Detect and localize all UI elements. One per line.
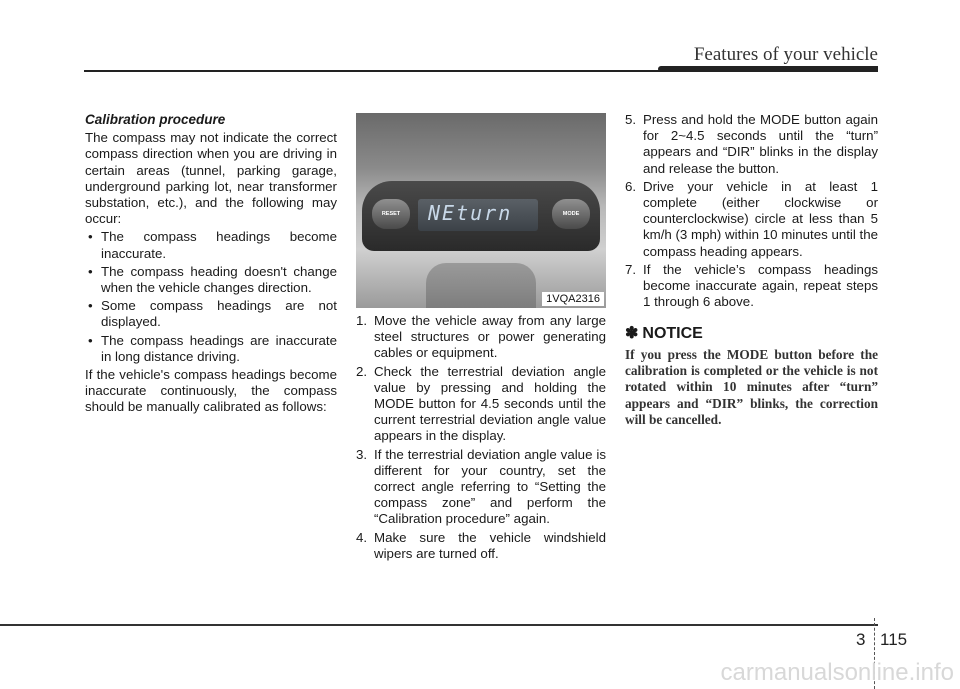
list-item: • The compass headings are inaccurate in long distance driving.: [85, 333, 337, 365]
notice-star-icon: ✽: [625, 325, 639, 343]
list-item: [356, 313, 606, 362]
photo-caption: 1VQA2316: [542, 292, 604, 306]
notice-title: NOTICE: [642, 325, 703, 343]
outro-paragraph: If the vehicle's compass headings become inaccurate continuously, the compass should be manually calibrated as follows:: [85, 367, 337, 415]
reset-button-image: RESET: [372, 199, 410, 229]
steps-list-a: [356, 313, 606, 562]
step-text: If the terrestrial deviation angle value is different for your country, set the correct angle referring to “Setting the compass zone” and perform the “Calibration procedure” again.: [374, 446, 606, 527]
display-readout: NEturn: [428, 201, 513, 225]
mode-button-image: MODE: [552, 199, 590, 229]
list-item: • The compass heading doesn't change when the vehicle changes direction.: [85, 264, 337, 296]
list-item: [625, 179, 878, 260]
watermark: carmanualsonline.info: [720, 659, 954, 686]
list-item: • Some compass headings are not displayed.: [85, 298, 337, 330]
step-number: 3.: [356, 446, 368, 462]
step-text: Move the vehicle away from any large steel structures or power generating cables or equipment.: [374, 313, 606, 361]
compass-display-photo: [356, 113, 606, 308]
list-item: [356, 530, 606, 562]
step-number: 4.: [356, 529, 368, 545]
section-title: Calibration procedure: [85, 112, 226, 127]
symptom-list: [85, 229, 337, 365]
step-text: If the vehicle’s compass headings become inaccurate again, repeat steps 1 through 6 above.: [643, 261, 878, 310]
header-title: Features of your vehicle: [693, 44, 878, 65]
list-item: • The compass headings become inaccurate.: [85, 229, 337, 261]
step-text: Check the terrestrial deviation angle value by pressing and holding the MODE button for 4.5 seconds until the current terrestrial deviation angle value appears in the display.: [374, 363, 606, 444]
column-3: [625, 112, 878, 428]
mirror-stem: [426, 263, 536, 308]
list-item: [356, 364, 606, 445]
page-number: 115: [880, 630, 908, 649]
column-2: [356, 313, 606, 564]
header-rule-accent: [658, 66, 878, 72]
step-text: Press and hold the MODE button again for 2~4.5 seconds until the “turn” appears and “DIR” blinks in the display and release the button.: [643, 112, 878, 176]
step-number: 5.: [625, 112, 637, 127]
list-item: [356, 447, 606, 528]
list-item: [625, 262, 878, 311]
footer-rule: [0, 624, 878, 626]
steps-list-b: [625, 112, 878, 310]
intro-paragraph: The compass may not indicate the correct compass direction when you are driving in certain areas (tunnel, parking garage, underground parking lot, near transformer substation, etc.), and the following may occur:: [85, 130, 337, 227]
column-1: [85, 112, 337, 416]
notice-body: If you press the MODE button before the calibration is completed or the vehicle is not rotated within 10 minutes after “turn” appears and “DIR” blinks, the correction will be cancelled.: [625, 346, 878, 427]
step-text: Drive your vehicle in at least 1 complete (either clockwise or counterclockwise) circle at less than 5 km/h (3 mph) within 10 minutes until the compass heading appears.: [643, 178, 879, 259]
notice-heading: [625, 326, 878, 342]
step-number: 1.: [356, 313, 368, 328]
step-number: 2.: [356, 363, 368, 379]
step-text: Make sure the vehicle windshield wipers are turned off.: [374, 529, 606, 561]
chapter-number: 3: [856, 630, 866, 649]
list-item: [625, 112, 878, 177]
step-number: 6.: [625, 178, 637, 194]
step-number: 7.: [625, 261, 637, 277]
